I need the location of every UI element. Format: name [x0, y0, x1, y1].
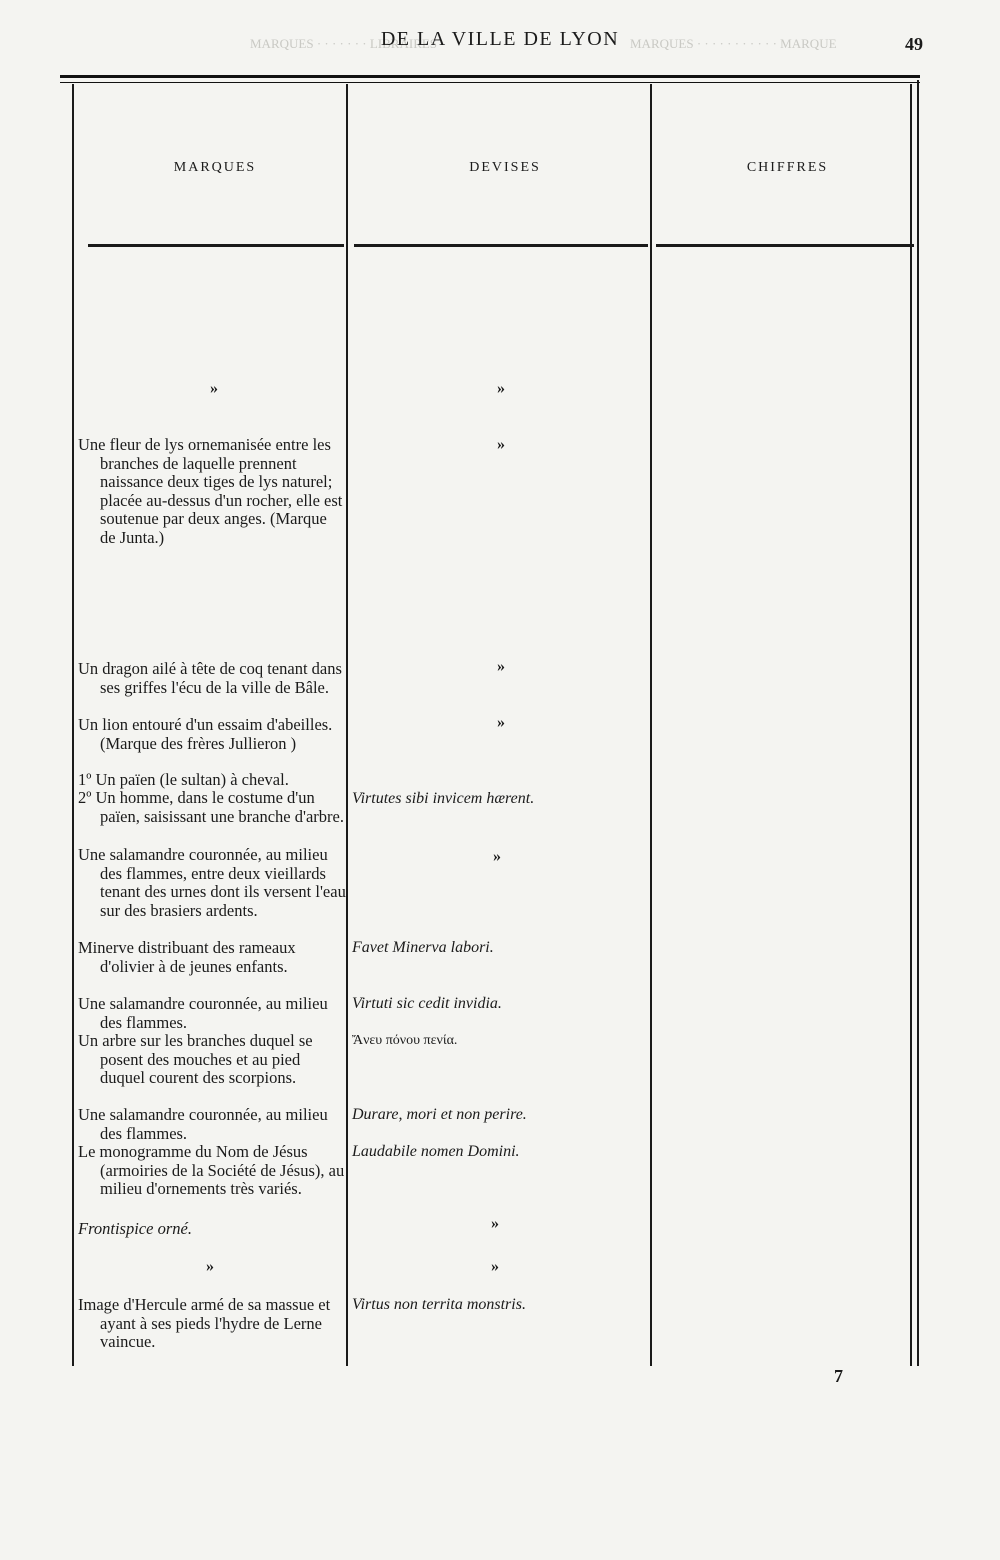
- table-row-marque: Une fleur de lys ornemanisée entre les branches de laquelle prennent naissance deux tiges de lys naturel; placée au-dessus d'un rocher, elle est soutenue par deux anges. (Marque de Junta.): [78, 435, 343, 547]
- signature-mark: 7: [834, 1366, 843, 1386]
- ditto-mark: »: [493, 848, 501, 865]
- table-row-devise: Virtuti sic cedit invidia.: [352, 995, 502, 1012]
- column-header-devises: DEVISES: [469, 160, 541, 175]
- table-row-marque: Un dragon ailé à tête de coq tenant dans ses griffes l'écu de la ville de Bâle.: [78, 659, 342, 697]
- ditto-mark: »: [497, 380, 505, 397]
- table-row-marque: 1º Un païen (le sultan) à cheval.: [78, 770, 289, 789]
- bleed-through-text: MARQUES · · · · · · · LIBRAIRES: [250, 36, 438, 51]
- table-row-marque: Une salamandre couronnée, au milieu des flammes, entre deux vieillards tenant des urnes dont ils versent l'eau sur des brasiers ardents.: [78, 845, 346, 920]
- ditto-mark: »: [497, 658, 505, 675]
- table-row-marque: Le monogramme du Nom de Jésus (armoiries de la Société de Jésus), au milieu d'ornements très variés.: [78, 1142, 345, 1199]
- table-row-devise: Virtus non territa monstris.: [352, 1296, 526, 1313]
- top-rule-thin: [60, 82, 920, 83]
- table-row-marque: Image d'Hercule armé de sa massue et ayant à ses pieds l'hydre de Lerne vaincue.: [78, 1295, 331, 1352]
- table-row-devise: Favet Minerva labori.: [352, 939, 494, 956]
- ditto-mark: »: [497, 714, 505, 731]
- table-row-marque: 2º Un homme, dans le costume d'un païen, saisissant une branche d'arbre.: [78, 788, 344, 826]
- page-number: 49: [905, 34, 923, 54]
- table-row-devise: Laudabile nomen Domini.: [352, 1143, 520, 1160]
- top-rule: [60, 75, 920, 78]
- ditto-mark: »: [497, 436, 505, 453]
- table-row-marque: Un arbre sur les branches duquel se posent des mouches et au pied duquel courent des scorpions.: [78, 1031, 313, 1088]
- table-row-marque: Une salamandre couronnée, au milieu des flammes.: [78, 994, 328, 1032]
- bleed-through-text: MARQUES · · · · · · · · · · · MARQUE: [630, 36, 837, 51]
- header-rule-marques: [88, 244, 344, 247]
- column-rule-right: [910, 84, 912, 1366]
- table-row-devise: Ἄνευ πόνου πενία.: [352, 1033, 458, 1048]
- table-row-marque: Un lion entouré d'un essaim d'abeilles. (Marque des frères Jullieron ): [78, 715, 333, 753]
- ditto-mark: »: [206, 1258, 214, 1275]
- column-header-marques: MARQUES: [173, 160, 257, 175]
- column-rule-marques-devises: [346, 84, 348, 1366]
- ditto-mark: »: [210, 380, 218, 397]
- column-rule-right-outer: [917, 80, 919, 1366]
- table-row-devise: Durare, mori et non perire.: [352, 1106, 527, 1123]
- column-header-chiffres: CHIFFRES: [746, 160, 829, 175]
- ditto-mark: »: [491, 1258, 499, 1275]
- table-row-marque: Minerve distribuant des rameaux d'olivier à de jeunes enfants.: [78, 938, 296, 976]
- header-rule-devises: [354, 244, 648, 247]
- table-row-devise: Virtutes sibi invicem hærent.: [352, 790, 535, 807]
- table-row-marque: Une salamandre couronnée, au milieu des flammes.: [78, 1105, 328, 1143]
- header-rule-chiffres: [656, 244, 914, 247]
- table-row-marque: Frontispice orné.: [78, 1219, 192, 1238]
- column-rule-devises-chiffres: [650, 84, 652, 1366]
- column-rule-left: [72, 84, 74, 1366]
- running-title: DE LA VILLE DE LYON: [380, 28, 620, 50]
- ditto-mark: »: [491, 1215, 499, 1232]
